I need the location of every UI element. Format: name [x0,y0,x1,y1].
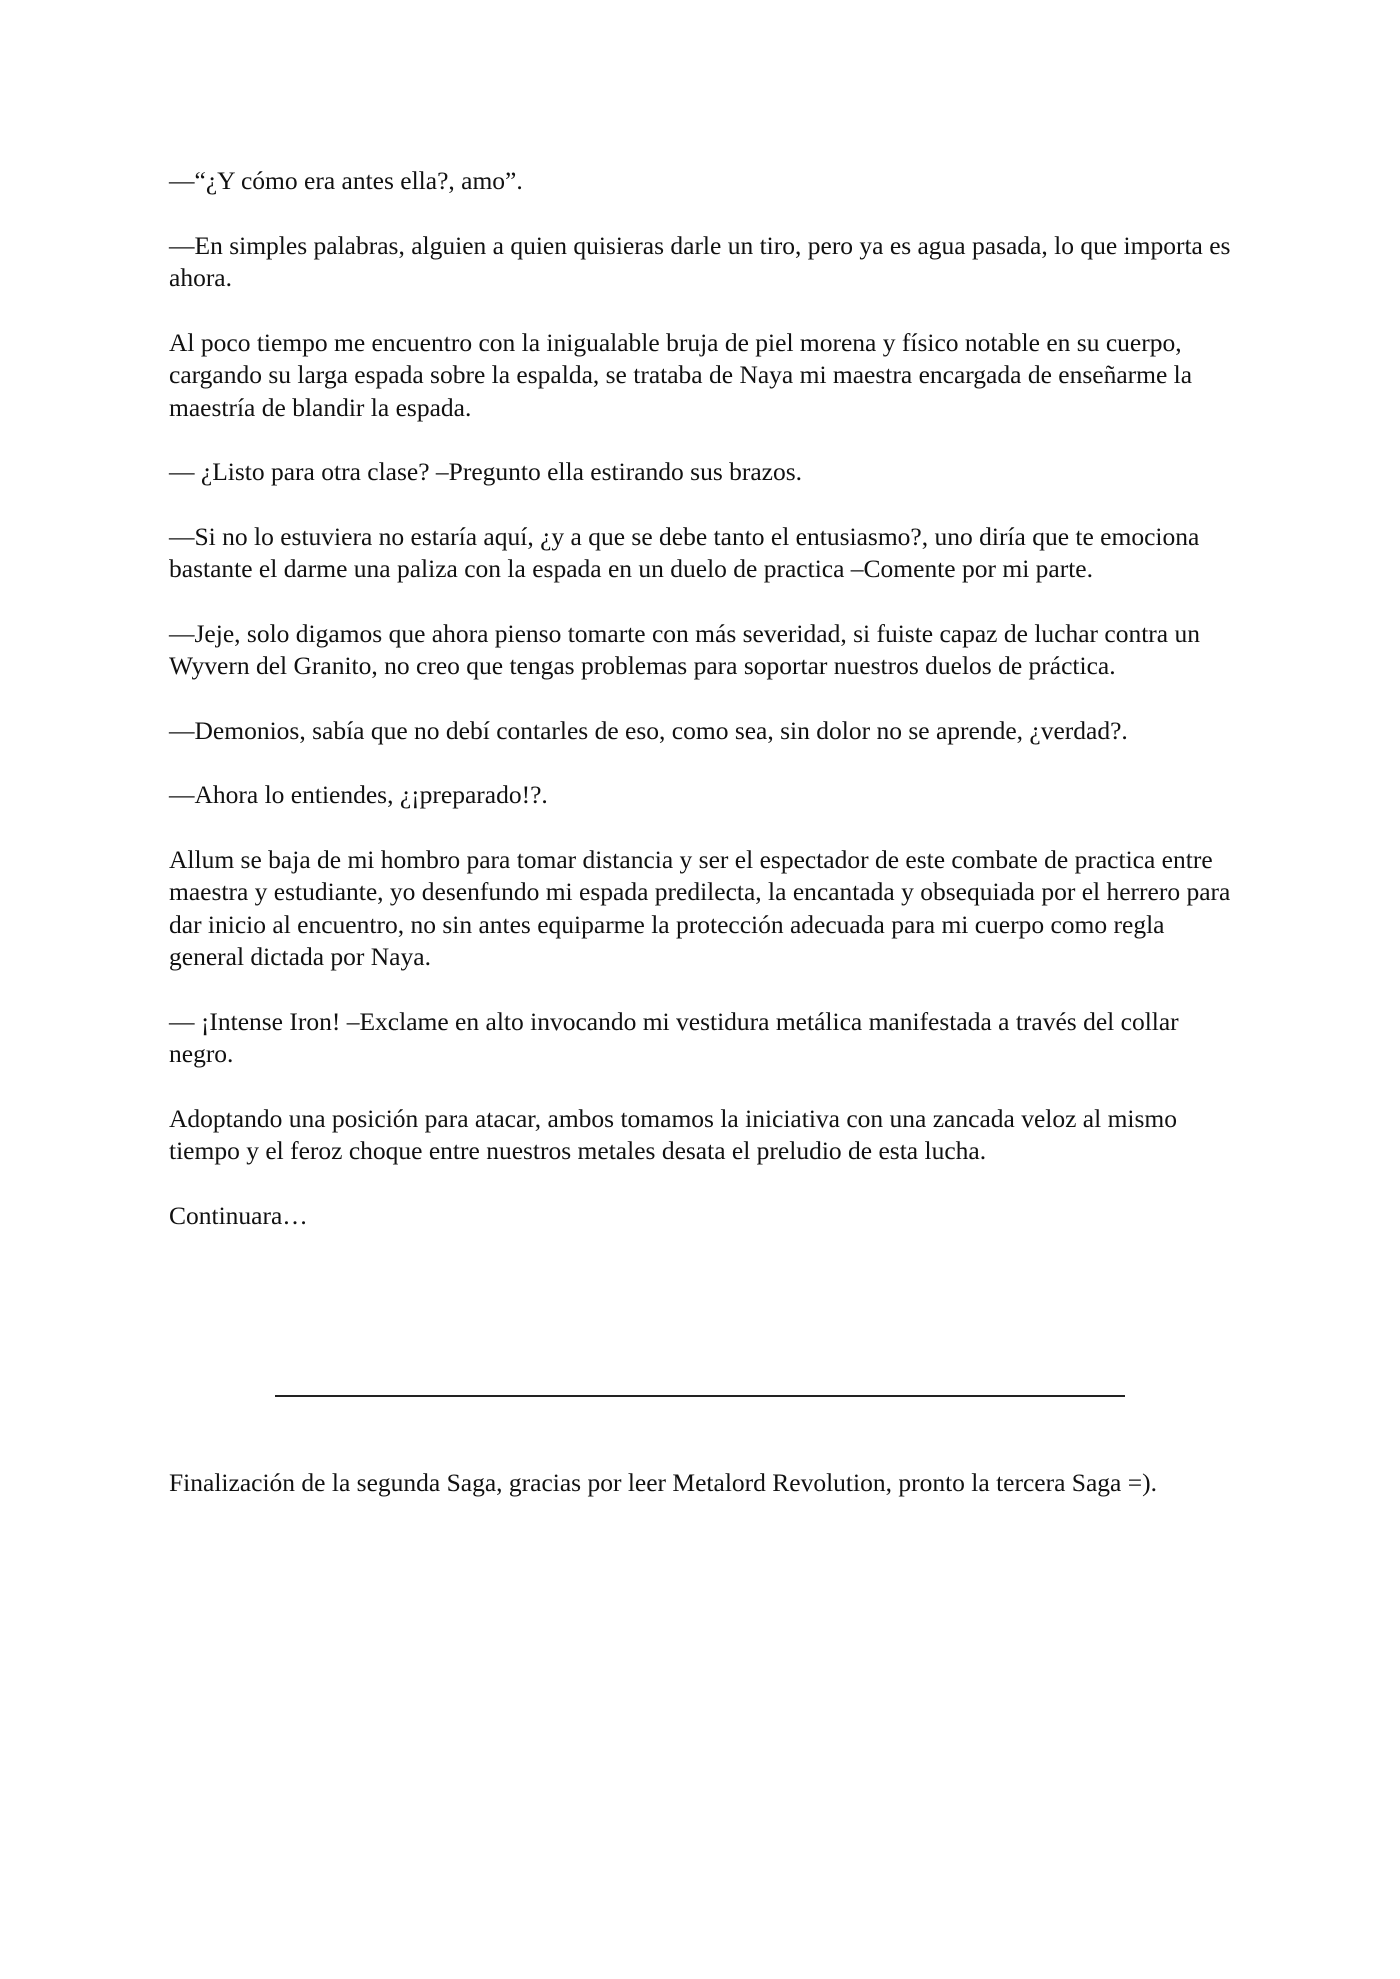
dialogue-line: —Demonios, sabía que no debí contarles de eso, como sea, sin dolor no se aprende, ¿verdad?. [169,715,1128,745]
dialogue-line: — ¡Intense Iron! –Exclame en alto invocando mi vestidura metálica manifestada a través del collar negro. [169,1006,1179,1068]
story-text [169,165,1244,1264]
dialogue-line: —Ahora lo entiendes, ¿¡preparado!?. [169,780,548,809]
dialogue-line: — ¿Listo para otra clase? –Pregunto ella estirando sus brazos. [169,457,803,486]
dialogue-line: —Jeje, solo digamos que ahora pienso tomarte con más severidad, si fuiste capaz de luchar contra un Wyvern del Granito, no creo que tengas problemas para soportar nuestros duelos de práctica. [169,618,1200,680]
narration-paragraph: Allum se baja de mi hombro para tomar distancia y ser el espectador de este combate de practica entre maestra y estudiante, yo desenfundo mi espada predilecta, la encantada y obsequiada por el herrero para dar inicio al encuentro, no sin antes equiparme la protección adecuada para mi cuerpo como regla general dictada por Naya. [169,844,1231,971]
narration-paragraph: Al poco tiempo me encuentro con la inigualable bruja de piel morena y físico notable en su cuerpo, cargando su larga espada sobre la espalda, se trataba de Naya mi maestra encargada de enseñarme la maestría de blandir la espada. [169,327,1193,422]
dialogue-line: —En simples palabras, alguien a quien quisieras darle un tiro, pero ya es agua pasada, lo que importa es ahora. [169,230,1231,292]
continuation-note: Continuara… [169,1200,308,1230]
section-divider [275,1395,1125,1397]
dialogue-line: —“¿Y cómo era antes ella?, amo”. [169,166,523,195]
dialogue-line: —Si no lo estuviera no estaría aquí, ¿y a que se debe tanto el entusiasmo?, uno diría que te emociona bastante el darme una paliza con la espada en un duelo de practica –Comente por mi parte. [169,521,1200,583]
saga-final-note: Finalización de la segunda Saga, gracias por leer Metalord Revolution, pronto la tercera Saga =). [169,1468,1157,1497]
narration-paragraph: Adoptando una posición para atacar, ambos tomamos la iniciativa con una zancada veloz al mismo tiempo y el feroz choque entre nuestros metales desata el preludio de esta lucha. [169,1103,1178,1165]
